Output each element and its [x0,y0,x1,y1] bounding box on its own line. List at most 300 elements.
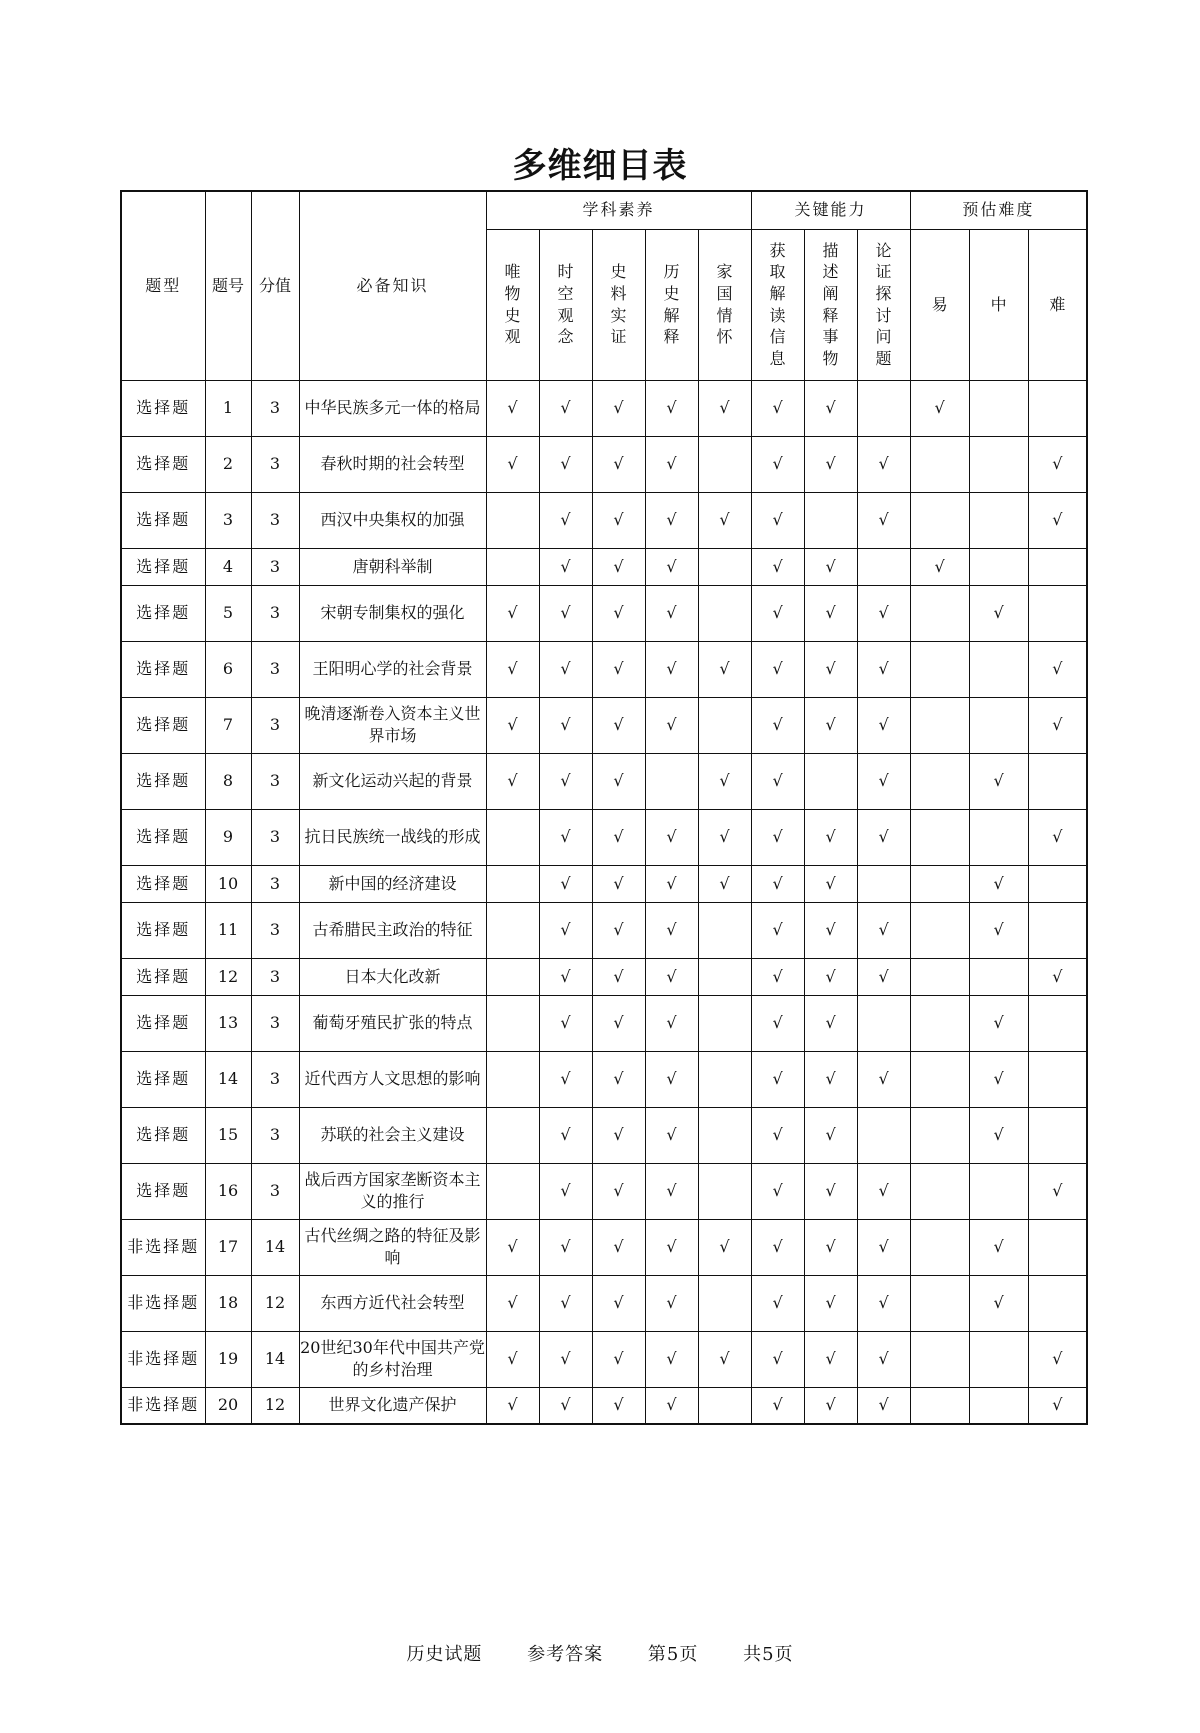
check-cell [969,1163,1028,1219]
check-cell: √ [539,1163,592,1219]
check-cell [1028,1219,1087,1275]
check-cell: √ [486,1331,539,1387]
check-cell: √ [645,641,698,697]
table-row [121,1331,1087,1387]
check-cell: √ [592,1107,645,1163]
cell-type: 非选择题 [121,1331,205,1387]
check-cell [910,865,969,902]
check-cell: √ [751,585,804,641]
check-cell: √ [751,1331,804,1387]
specification-table [120,190,1088,1425]
cell-score: 3 [251,995,299,1051]
cell-knowledge: 西汉中央集权的加强 [299,492,486,548]
table-row [121,1051,1087,1107]
cell-score: 3 [251,492,299,548]
check-cell: √ [645,809,698,865]
cell-num: 6 [205,641,251,697]
check-cell [698,585,751,641]
header-num: 题号 [205,191,251,380]
check-cell: √ [1028,641,1087,697]
cell-score: 3 [251,753,299,809]
table-body [121,380,1087,1424]
check-cell [910,1387,969,1424]
check-cell: √ [645,548,698,585]
check-cell: √ [804,1163,857,1219]
table-row [121,995,1087,1051]
check-cell [969,548,1028,585]
check-cell: √ [645,995,698,1051]
check-cell [1028,1107,1087,1163]
check-cell: √ [857,492,910,548]
check-cell: √ [1028,492,1087,548]
check-cell: √ [751,995,804,1051]
check-cell: √ [698,753,751,809]
check-cell: √ [592,548,645,585]
check-cell: √ [857,1051,910,1107]
cell-score: 12 [251,1275,299,1331]
cell-knowledge: 晚清逐渐卷入资本主义世界市场 [299,697,486,753]
cell-num: 8 [205,753,251,809]
cell-knowledge: 新中国的经济建设 [299,865,486,902]
check-cell: √ [592,902,645,958]
check-cell [486,865,539,902]
check-cell [910,958,969,995]
check-cell: √ [698,865,751,902]
check-cell: √ [645,1331,698,1387]
cell-type: 选择题 [121,1107,205,1163]
check-cell: √ [804,697,857,753]
check-cell: √ [751,865,804,902]
check-cell [910,1275,969,1331]
cell-type: 选择题 [121,641,205,697]
check-cell [969,1387,1028,1424]
check-cell: √ [539,809,592,865]
header-difficulty-1: 中 [969,229,1028,380]
check-cell: √ [539,380,592,436]
table-row [121,865,1087,902]
cell-num: 4 [205,548,251,585]
check-cell [910,1331,969,1387]
cell-knowledge: 古代丝绸之路的特征及影响 [299,1219,486,1275]
cell-num: 10 [205,865,251,902]
check-cell: √ [486,1275,539,1331]
check-cell [486,1051,539,1107]
cell-num: 15 [205,1107,251,1163]
check-cell: √ [804,902,857,958]
cell-type: 非选择题 [121,1275,205,1331]
check-cell: √ [1028,809,1087,865]
check-cell: √ [751,1275,804,1331]
check-cell: √ [698,492,751,548]
check-cell: √ [592,436,645,492]
check-cell: √ [592,1219,645,1275]
check-cell: √ [486,753,539,809]
page-footer [0,1640,1200,1666]
cell-num: 19 [205,1331,251,1387]
check-cell [1028,995,1087,1051]
table-row [121,902,1087,958]
cell-knowledge: 抗日民族统一战线的形成 [299,809,486,865]
table-row [121,548,1087,585]
check-cell [1028,1051,1087,1107]
cell-knowledge: 宋朝专制集权的强化 [299,585,486,641]
check-cell [486,1163,539,1219]
check-cell: √ [486,641,539,697]
check-cell [910,1163,969,1219]
check-cell: √ [751,1051,804,1107]
check-cell [857,865,910,902]
header-knowledge: 必备知识 [299,191,486,380]
table-row [121,809,1087,865]
check-cell: √ [645,585,698,641]
cell-knowledge: 东西方近代社会转型 [299,1275,486,1331]
check-cell: √ [804,1051,857,1107]
table-row [121,1387,1087,1424]
cell-score: 14 [251,1219,299,1275]
check-cell: √ [751,641,804,697]
check-cell: √ [592,585,645,641]
check-cell: √ [804,585,857,641]
header-group-difficulty: 预估难度 [910,191,1087,229]
check-cell: √ [592,492,645,548]
header-literacy-2: 史 料 实 证 [592,229,645,380]
check-cell [910,995,969,1051]
check-cell: √ [592,1051,645,1107]
cell-score: 12 [251,1387,299,1424]
header-ability-1: 描 述 阐 释 事 物 [804,229,857,380]
table-row [121,492,1087,548]
cell-type: 选择题 [121,1051,205,1107]
check-cell: √ [857,1219,910,1275]
cell-score: 3 [251,809,299,865]
check-cell: √ [592,1387,645,1424]
check-cell: √ [1028,1163,1087,1219]
check-cell: √ [751,1163,804,1219]
check-cell: √ [969,753,1028,809]
cell-type: 选择题 [121,380,205,436]
header-row-groups [121,191,1087,229]
check-cell: √ [645,1163,698,1219]
check-cell: √ [969,865,1028,902]
check-cell: √ [486,1219,539,1275]
check-cell: √ [969,1051,1028,1107]
cell-type: 选择题 [121,958,205,995]
check-cell: √ [486,697,539,753]
footer-total: 共5页 [743,1644,794,1665]
check-cell [1028,548,1087,585]
check-cell [804,492,857,548]
cell-num: 16 [205,1163,251,1219]
check-cell: √ [645,436,698,492]
check-cell: √ [857,585,910,641]
check-cell: √ [804,809,857,865]
check-cell: √ [645,1387,698,1424]
check-cell [857,995,910,1051]
check-cell [1028,585,1087,641]
check-cell: √ [645,1107,698,1163]
check-cell [969,492,1028,548]
check-cell: √ [539,548,592,585]
cell-type: 选择题 [121,548,205,585]
cell-type: 选择题 [121,1163,205,1219]
check-cell: √ [751,1219,804,1275]
table-row [121,436,1087,492]
cell-num: 5 [205,585,251,641]
check-cell [969,1331,1028,1387]
footer-label: 参考答案 [527,1644,604,1665]
cell-num: 12 [205,958,251,995]
check-cell: √ [804,1331,857,1387]
check-cell: √ [751,436,804,492]
check-cell: √ [1028,1387,1087,1424]
cell-score: 3 [251,865,299,902]
check-cell [910,585,969,641]
check-cell [645,753,698,809]
check-cell: √ [698,809,751,865]
cell-knowledge: 近代西方人文思想的影响 [299,1051,486,1107]
cell-score: 3 [251,958,299,995]
check-cell [910,809,969,865]
check-cell: √ [751,548,804,585]
check-cell [698,1163,751,1219]
cell-score: 3 [251,548,299,585]
cell-num: 17 [205,1219,251,1275]
check-cell: √ [1028,958,1087,995]
check-cell: √ [539,436,592,492]
cell-num: 11 [205,902,251,958]
cell-knowledge: 世界文化遗产保护 [299,1387,486,1424]
check-cell: √ [539,902,592,958]
cell-type: 选择题 [121,995,205,1051]
cell-type: 非选择题 [121,1219,205,1275]
check-cell: √ [486,1387,539,1424]
check-cell [1028,753,1087,809]
check-cell: √ [592,809,645,865]
cell-score: 3 [251,641,299,697]
cell-knowledge: 战后西方国家垄断资本主义的推行 [299,1163,486,1219]
cell-knowledge: 春秋时期的社会转型 [299,436,486,492]
cell-num: 3 [205,492,251,548]
check-cell: √ [751,492,804,548]
table-row [121,697,1087,753]
header-ability-0: 获 取 解 读 信 息 [751,229,804,380]
check-cell: √ [592,641,645,697]
check-cell: √ [539,492,592,548]
check-cell [486,548,539,585]
check-cell [486,1107,539,1163]
check-cell: √ [645,1051,698,1107]
check-cell: √ [592,697,645,753]
check-cell [698,1387,751,1424]
cell-score: 14 [251,1331,299,1387]
cell-num: 20 [205,1387,251,1424]
check-cell [910,1107,969,1163]
check-cell [486,809,539,865]
header-literacy-1: 时 空 观 念 [539,229,592,380]
check-cell [910,492,969,548]
check-cell: √ [857,958,910,995]
check-cell: √ [804,958,857,995]
check-cell: √ [486,436,539,492]
check-cell: √ [539,753,592,809]
cell-knowledge: 王阳明心学的社会背景 [299,641,486,697]
check-cell [969,380,1028,436]
check-cell [698,958,751,995]
cell-num: 1 [205,380,251,436]
check-cell: √ [857,697,910,753]
check-cell: √ [751,697,804,753]
check-cell: √ [645,865,698,902]
check-cell: √ [969,995,1028,1051]
check-cell [698,548,751,585]
check-cell: √ [910,380,969,436]
cell-score: 3 [251,697,299,753]
table-row [121,1107,1087,1163]
check-cell: √ [804,1219,857,1275]
check-cell: √ [751,1107,804,1163]
check-cell [910,697,969,753]
check-cell: √ [539,641,592,697]
check-cell [698,1275,751,1331]
check-cell [910,1051,969,1107]
check-cell: √ [857,436,910,492]
header-difficulty-2: 难 [1028,229,1087,380]
check-cell [910,436,969,492]
check-cell [969,697,1028,753]
cell-num: 18 [205,1275,251,1331]
check-cell: √ [751,958,804,995]
check-cell [486,958,539,995]
cell-knowledge: 20世纪30年代中国共产党的乡村治理 [299,1331,486,1387]
check-cell: √ [910,548,969,585]
cell-score: 3 [251,585,299,641]
check-cell: √ [539,995,592,1051]
table-row [121,753,1087,809]
check-cell: √ [857,809,910,865]
cell-knowledge: 新文化运动兴起的背景 [299,753,486,809]
check-cell [969,436,1028,492]
check-cell [969,958,1028,995]
cell-num: 14 [205,1051,251,1107]
cell-type: 选择题 [121,436,205,492]
cell-num: 13 [205,995,251,1051]
header-literacy-4: 家 国 情 怀 [698,229,751,380]
table-row [121,1163,1087,1219]
check-cell [910,1219,969,1275]
check-cell: √ [804,436,857,492]
check-cell: √ [592,380,645,436]
check-cell: √ [539,1107,592,1163]
check-cell: √ [698,1331,751,1387]
cell-knowledge: 中华民族多元一体的格局 [299,380,486,436]
check-cell [910,753,969,809]
cell-score: 3 [251,1051,299,1107]
check-cell: √ [969,902,1028,958]
cell-type: 选择题 [121,809,205,865]
header-literacy-3: 历 史 解 释 [645,229,698,380]
check-cell: √ [969,1275,1028,1331]
footer-page: 第5页 [647,1644,699,1665]
check-cell [1028,1275,1087,1331]
table-row [121,380,1087,436]
check-cell [698,995,751,1051]
table-row [121,641,1087,697]
check-cell [857,1107,910,1163]
cell-num: 7 [205,697,251,753]
check-cell: √ [645,380,698,436]
check-cell [486,902,539,958]
header-group-literacy: 学科素养 [486,191,751,229]
check-cell: √ [751,902,804,958]
cell-knowledge: 苏联的社会主义建设 [299,1107,486,1163]
check-cell: √ [857,1163,910,1219]
check-cell: √ [486,380,539,436]
check-cell: √ [592,1331,645,1387]
check-cell: √ [1028,697,1087,753]
cell-score: 3 [251,380,299,436]
cell-score: 3 [251,1163,299,1219]
table-row [121,1275,1087,1331]
check-cell: √ [645,492,698,548]
cell-knowledge: 葡萄牙殖民扩张的特点 [299,995,486,1051]
check-cell [1028,380,1087,436]
check-cell: √ [539,1275,592,1331]
check-cell: √ [751,380,804,436]
check-cell: √ [539,697,592,753]
table-row [121,585,1087,641]
table-row [121,958,1087,995]
check-cell: √ [539,865,592,902]
page-title: 多维细目表 [512,146,688,186]
cell-knowledge: 唐朝科举制 [299,548,486,585]
check-cell: √ [592,958,645,995]
check-cell: √ [698,380,751,436]
check-cell: √ [969,1107,1028,1163]
check-cell [698,902,751,958]
check-cell: √ [969,585,1028,641]
cell-type: 选择题 [121,585,205,641]
check-cell [969,809,1028,865]
check-cell [698,1107,751,1163]
check-cell: √ [1028,436,1087,492]
check-cell [1028,865,1087,902]
check-cell: √ [751,809,804,865]
check-cell [698,697,751,753]
check-cell [969,641,1028,697]
header-difficulty-0: 易 [910,229,969,380]
cell-type: 选择题 [121,865,205,902]
cell-num: 9 [205,809,251,865]
check-cell: √ [804,995,857,1051]
check-cell: √ [539,1331,592,1387]
check-cell [486,995,539,1051]
check-cell: √ [539,1219,592,1275]
check-cell: √ [804,548,857,585]
check-cell: √ [592,995,645,1051]
check-cell: √ [1028,1331,1087,1387]
check-cell: √ [751,1387,804,1424]
check-cell [698,436,751,492]
check-cell: √ [751,753,804,809]
check-cell: √ [539,1051,592,1107]
check-cell [857,380,910,436]
check-cell: √ [804,380,857,436]
check-cell: √ [857,1331,910,1387]
cell-knowledge: 古希腊民主政治的特征 [299,902,486,958]
header-literacy-0: 唯 物 史 观 [486,229,539,380]
cell-score: 3 [251,902,299,958]
header-type: 题型 [121,191,205,380]
